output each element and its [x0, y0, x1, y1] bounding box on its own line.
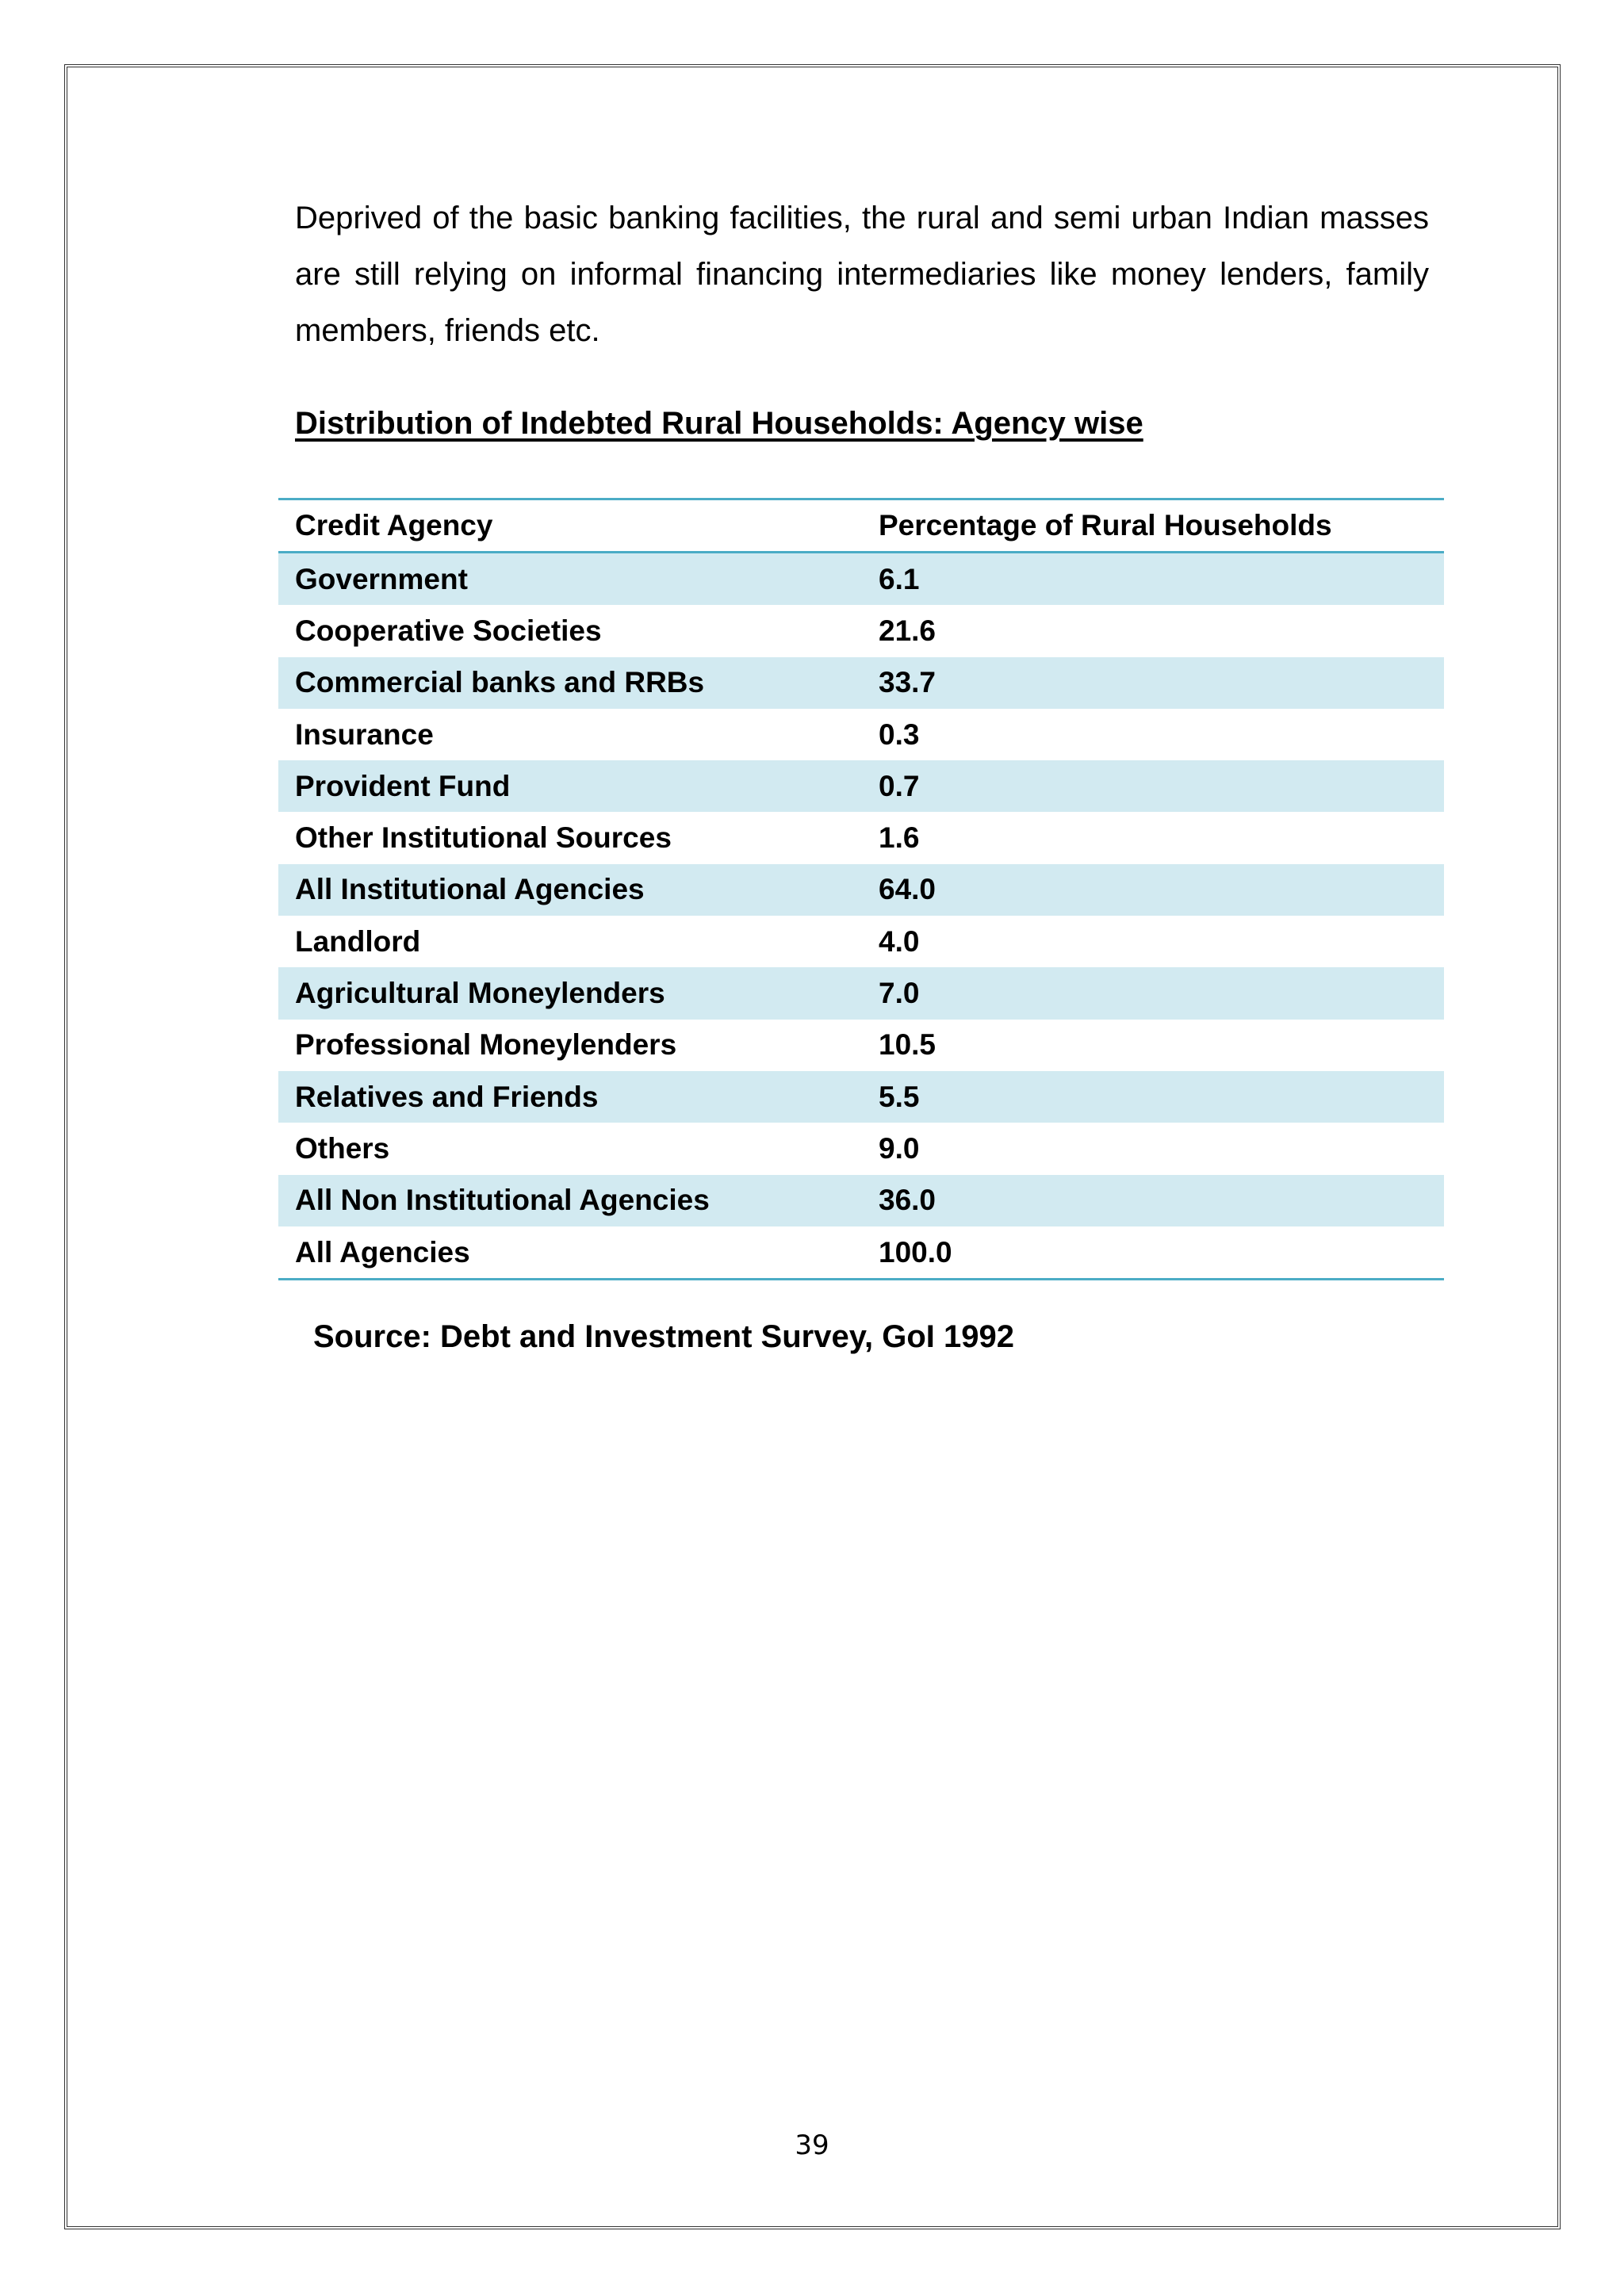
agency-cell: Agricultural Moneylenders: [295, 977, 665, 1010]
document-body: [295, 190, 1429, 359]
agency-cell: Landlord: [295, 924, 421, 958]
table-row: [278, 553, 1444, 606]
agency-cell: Relatives and Friends: [295, 1080, 599, 1113]
table-row: [278, 1175, 1444, 1226]
percentage-cell: 10.5: [879, 1028, 936, 1062]
percentage-cell: 5.5: [879, 1080, 920, 1113]
percentage-cell: 33.7: [879, 666, 936, 699]
header-percentage: Percentage of Rural Households: [879, 509, 1332, 541]
percentage-cell: 7.0: [879, 977, 920, 1010]
intro-paragraph: Deprived of the basic banking facilities, the rural and semi urban Indian masses are still relying on informal financing intermediaries like money lenders, family members, friends etc.: [295, 201, 1429, 348]
agency-cell: All Non Institutional Agencies: [295, 1184, 710, 1217]
source-citation: Source: Debt and Investment Survey, GoI 1992: [313, 1319, 1014, 1354]
percentage-cell: 9.0: [879, 1131, 920, 1165]
table-row: [278, 1071, 1444, 1123]
table-row: [278, 916, 1444, 967]
agency-cell: Cooperative Societies: [295, 614, 602, 647]
percentage-cell: 21.6: [879, 614, 936, 647]
agency-cell: Insurance: [295, 718, 434, 751]
percentage-cell: 0.7: [879, 769, 920, 802]
page-number: 39: [795, 2130, 829, 2161]
header-credit-agency: Credit Agency: [295, 509, 493, 541]
agency-cell: Other Institutional Sources: [295, 821, 672, 855]
agency-cell: All Agencies: [295, 1235, 470, 1269]
table-title: Distribution of Indebted Rural Households: Agency wise: [295, 406, 1143, 441]
agency-cell: Commercial banks and RRBs: [295, 666, 705, 699]
table-row: [278, 657, 1444, 709]
agency-cell: All Institutional Agencies: [295, 873, 645, 906]
table-header-row: [278, 499, 1444, 553]
percentage-cell: 1.6: [879, 821, 920, 855]
table-row: [278, 709, 1444, 760]
percentage-cell: 100.0: [879, 1235, 952, 1269]
percentage-cell: 36.0: [879, 1184, 936, 1217]
agency-cell: Others: [295, 1131, 390, 1165]
percentage-cell: 64.0: [879, 873, 936, 906]
agency-cell: Government: [295, 562, 468, 595]
table-row: [278, 967, 1444, 1019]
table-row: [278, 1123, 1444, 1174]
table-row: [278, 1020, 1444, 1071]
table-row: [278, 864, 1444, 916]
agency-cell: Provident Fund: [295, 769, 511, 802]
table-row: [278, 1226, 1444, 1280]
table-row: [278, 605, 1444, 656]
table-row: [278, 812, 1444, 863]
percentage-cell: 4.0: [879, 924, 920, 958]
agency-cell: Professional Moneylenders: [295, 1028, 677, 1062]
percentage-cell: 6.1: [879, 562, 920, 595]
table-row: [278, 760, 1444, 812]
percentage-cell: 0.3: [879, 718, 920, 751]
credit-agency-table: [278, 498, 1444, 1280]
